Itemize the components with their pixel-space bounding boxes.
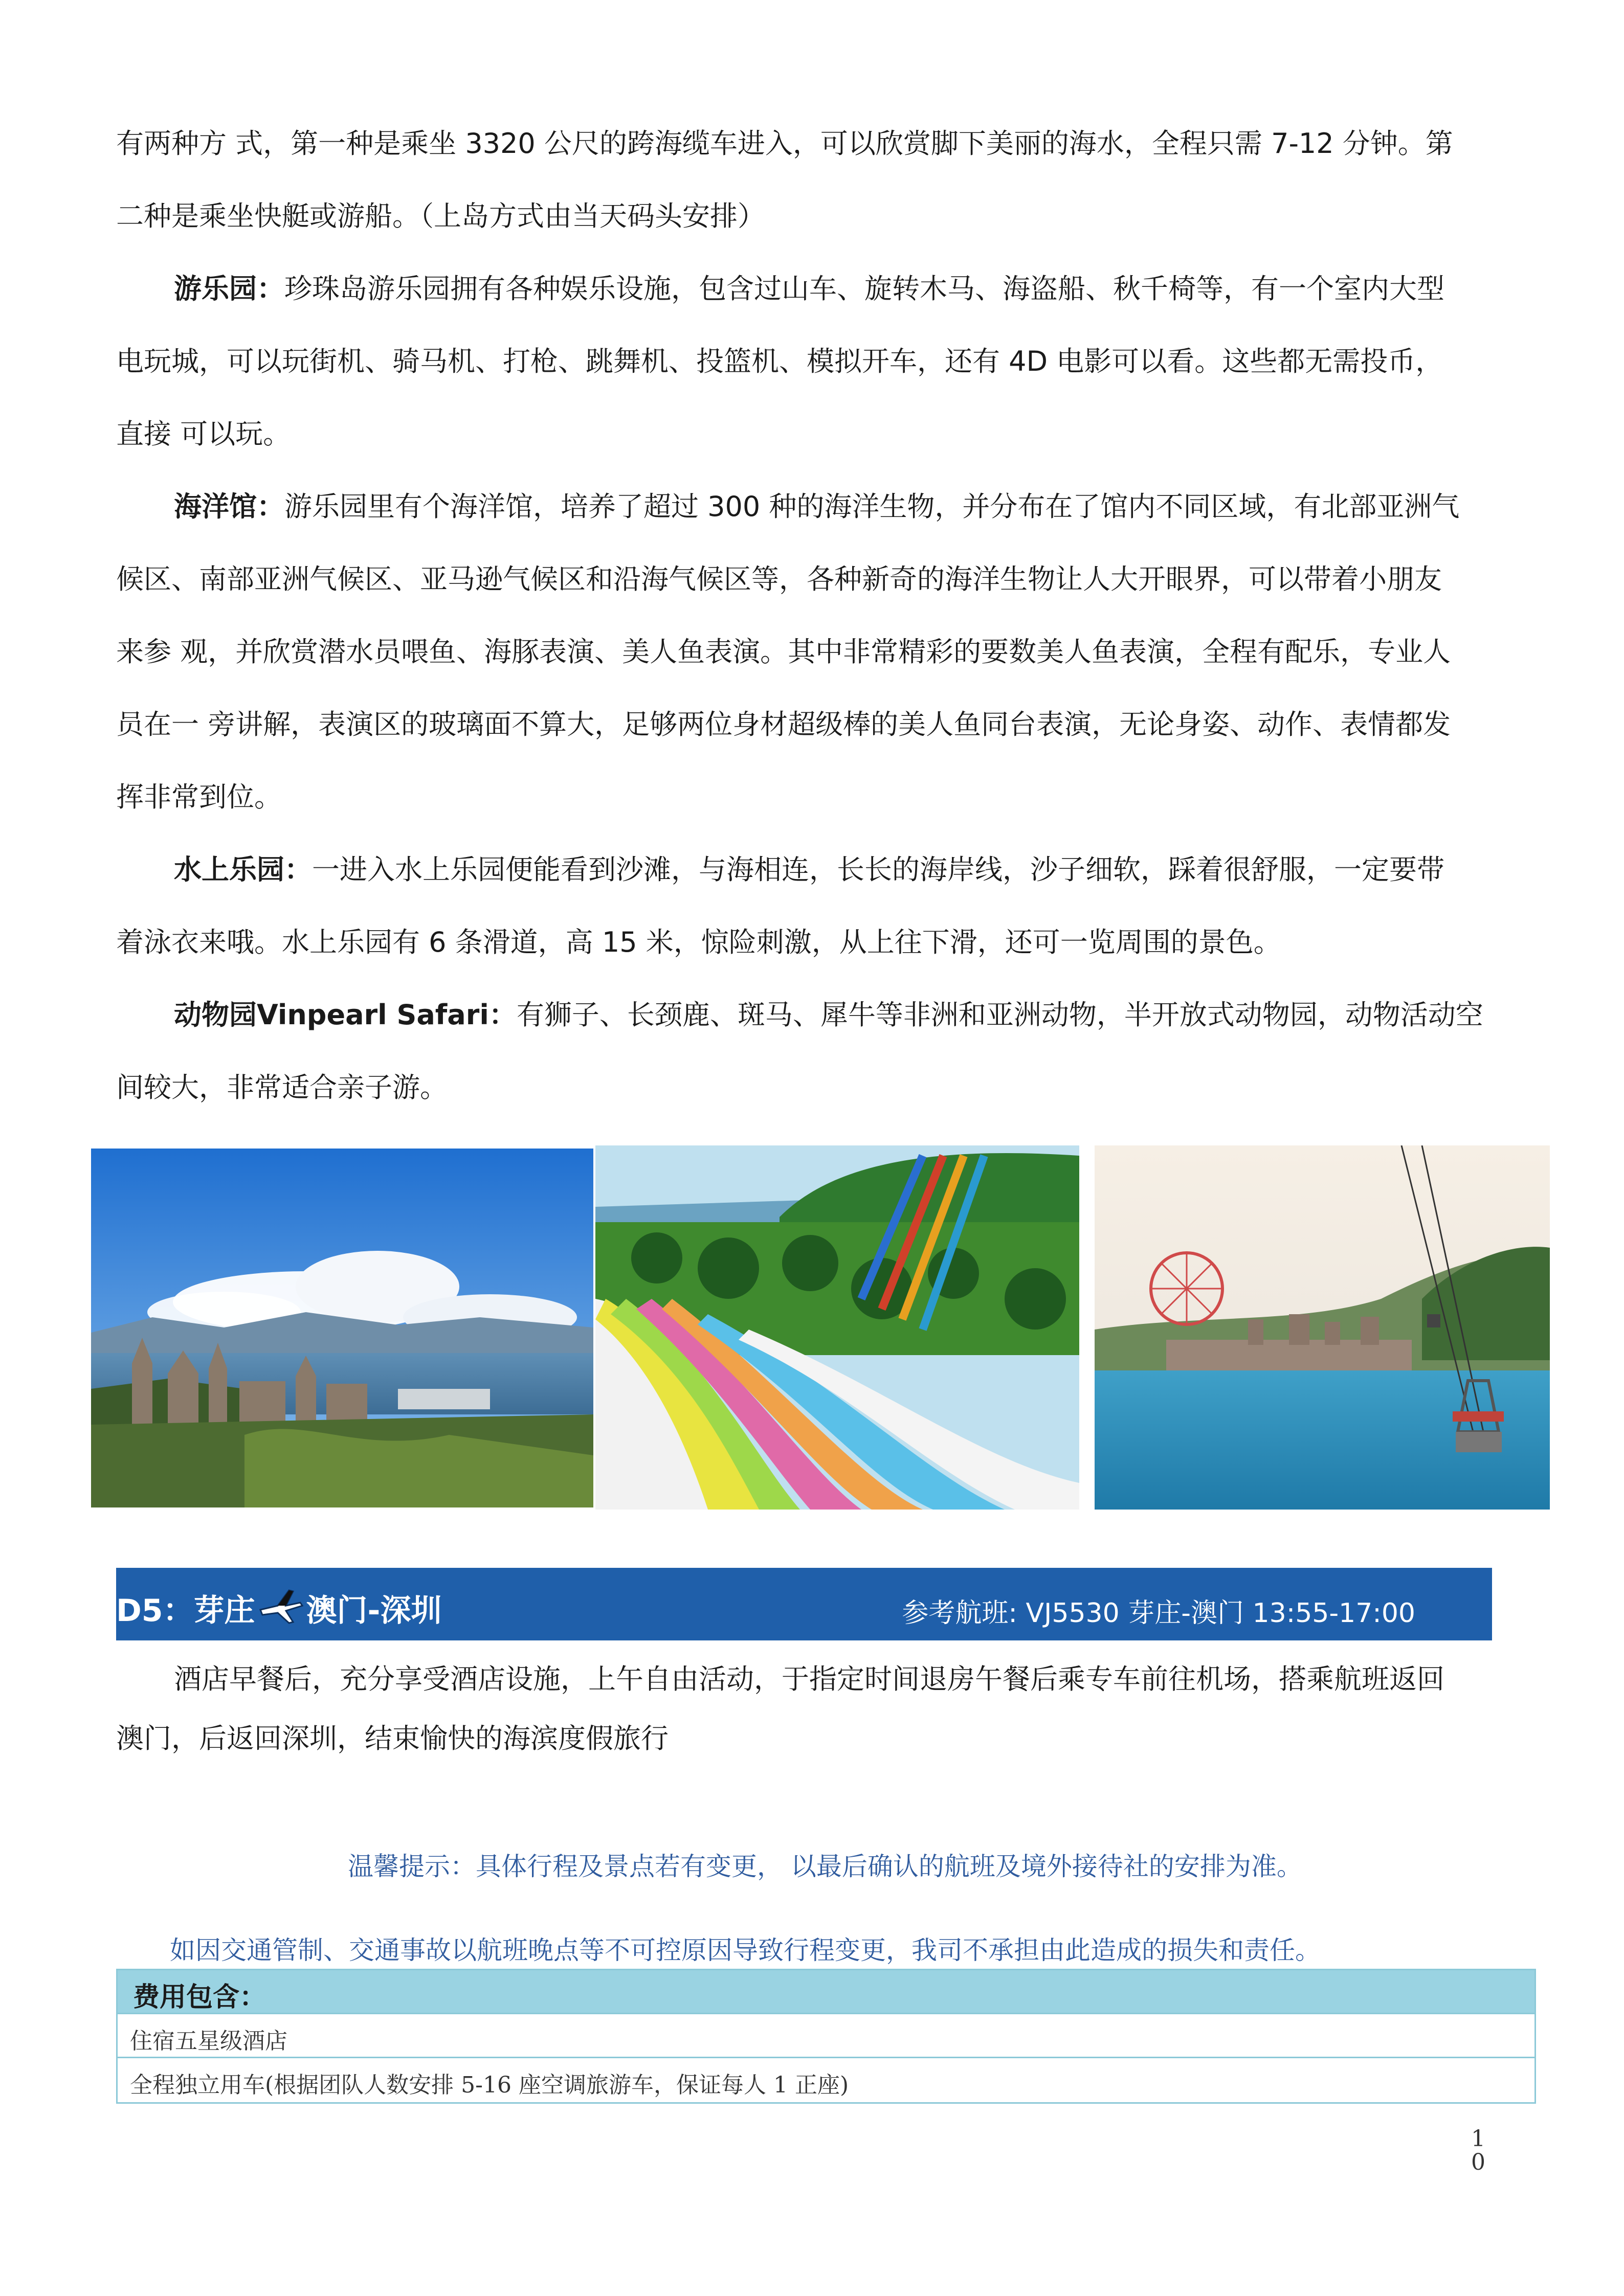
- table-cell: 全程独立用车(根据团队人数安排 5-16 座空调旅游车，保证每人 1 正座): [130, 2072, 849, 2098]
- paragraph-line: 直接 可以玩。: [116, 418, 291, 450]
- table-row: [118, 2058, 1534, 2102]
- flight-info: 参考航班: VJ5530 芽庄-澳门 13:55-17:00: [902, 1598, 1415, 1629]
- notice-reminder: 温馨提示：具体行程及景点若有变更， 以最后确认的航班及境外接待社的安排为准。: [348, 1852, 1302, 1881]
- photo-strip: [91, 1145, 1550, 1510]
- photo-castle-bay: [91, 1149, 593, 1507]
- paragraph-line: 有两种方 式，第一种是乘坐 3320 公尺的跨海缆车进入，可以欣赏脚下美丽的海水，全程只需 7-12 分钟。第: [116, 127, 1453, 160]
- paragraph-water-park: [116, 834, 1497, 979]
- table-row: [118, 2014, 1534, 2058]
- cost-include-table: [116, 1969, 1536, 2104]
- paragraph-line: 电玩城，可以玩街机、骑马机、打枪、跳舞机、投篮机、模拟开车，还有 4D 电影可以看。这些都无需投币，: [116, 345, 1443, 377]
- paragraph-day5: [116, 1650, 1497, 1768]
- table-cell: 住宿五星级酒店: [130, 2028, 287, 2054]
- paragraph-line: 候区、南部亚洲气候区、亚马逊气候区和沿海气候区等，各种新奇的海洋生物让人大开眼界，可以带着小朋友: [116, 563, 1442, 595]
- paragraph-line: 二种是乘坐快艇或游船。（上岛方式由当天码头安排）: [116, 200, 765, 232]
- table-header: 费用包含：: [133, 1982, 266, 2013]
- paragraph-lead: 水上乐园：: [174, 853, 312, 886]
- day-title-suffix: 澳门-深圳: [306, 1593, 442, 1629]
- paragraph-safari: [116, 979, 1497, 1124]
- notice-disclaimer: 如因交通管制、交通事故以航班晚点等不可控原因导致行程变更，我司不承担由此造成的损失和责任。: [170, 1935, 1321, 1965]
- day-title-prefix: D5：芽庄: [116, 1593, 255, 1629]
- page-number: [1468, 2127, 1488, 2174]
- paragraph-line: 来参 观，并欣赏潜水员喂鱼、海豚表演、美人鱼表演。其中非常精彩的要数美人鱼表演，全程有配乐，专业人: [116, 636, 1451, 668]
- day-title: [116, 1585, 441, 1630]
- paragraph-line: 游乐园里有个海洋馆，培养了超过 300 种的海洋生物，并分布在了馆内不同区域，有北部亚洲气: [284, 490, 1460, 523]
- paragraph-aquarium: [116, 470, 1497, 834]
- paragraph-line: 有狮子、长颈鹿、斑马、犀牛等非洲和亚洲动物，半开放式动物园，动物活动空: [516, 999, 1483, 1031]
- page-number-digit: 0: [1471, 2149, 1485, 2175]
- day-header-band: [116, 1568, 1492, 1640]
- paragraph-line: 珍珠岛游乐园拥有各种娱乐设施，包含过山车、旋转木马、海盗船、秋千椅等，有一个室内大型: [284, 273, 1444, 305]
- airplane-icon: [257, 1585, 304, 1625]
- photo-water-slides: [595, 1145, 1079, 1510]
- table-header-row: [118, 1970, 1534, 2014]
- paragraph-lead: 动物园Vinpearl Safari：: [174, 999, 517, 1031]
- paragraph-line: 一进入水上乐园便能看到沙滩，与海相连，长长的海岸线，沙子细软，踩着很舒服，一定要带: [312, 853, 1444, 886]
- paragraph-lead: 游乐园：: [174, 273, 284, 305]
- paragraph-lead: 海洋馆：: [174, 490, 284, 523]
- paragraph-amusement-park: [116, 253, 1497, 470]
- paragraph-line: 澳门，后返回深圳，结束愉快的海滨度假旅行: [116, 1722, 669, 1754]
- paragraph-line: 着泳衣来哦。水上乐园有 6 条滑道，高 15 米，惊险刺激，从上往下滑，还可一览周围的景色。: [116, 926, 1281, 958]
- paragraph-line: 员在一 旁讲解，表演区的玻璃面不算大，足够两位身材超级棒的美人鱼同台表演，无论身姿、动作、表情都发: [116, 708, 1451, 740]
- page-number-digit: 1: [1471, 2126, 1485, 2152]
- paragraph-line: 挥非常到位。: [116, 781, 282, 813]
- paragraph-line: 间较大，非常适合亲子游。: [116, 1071, 448, 1104]
- paragraph-line: 酒店早餐后，充分享受酒店设施，上午自由活动，于指定时间退房午餐后乘专车前往机场，搭乘航班返回: [174, 1663, 1444, 1695]
- paragraph-island-access: [116, 107, 1497, 253]
- photo-cable-car-ferris-wheel: [1095, 1145, 1550, 1510]
